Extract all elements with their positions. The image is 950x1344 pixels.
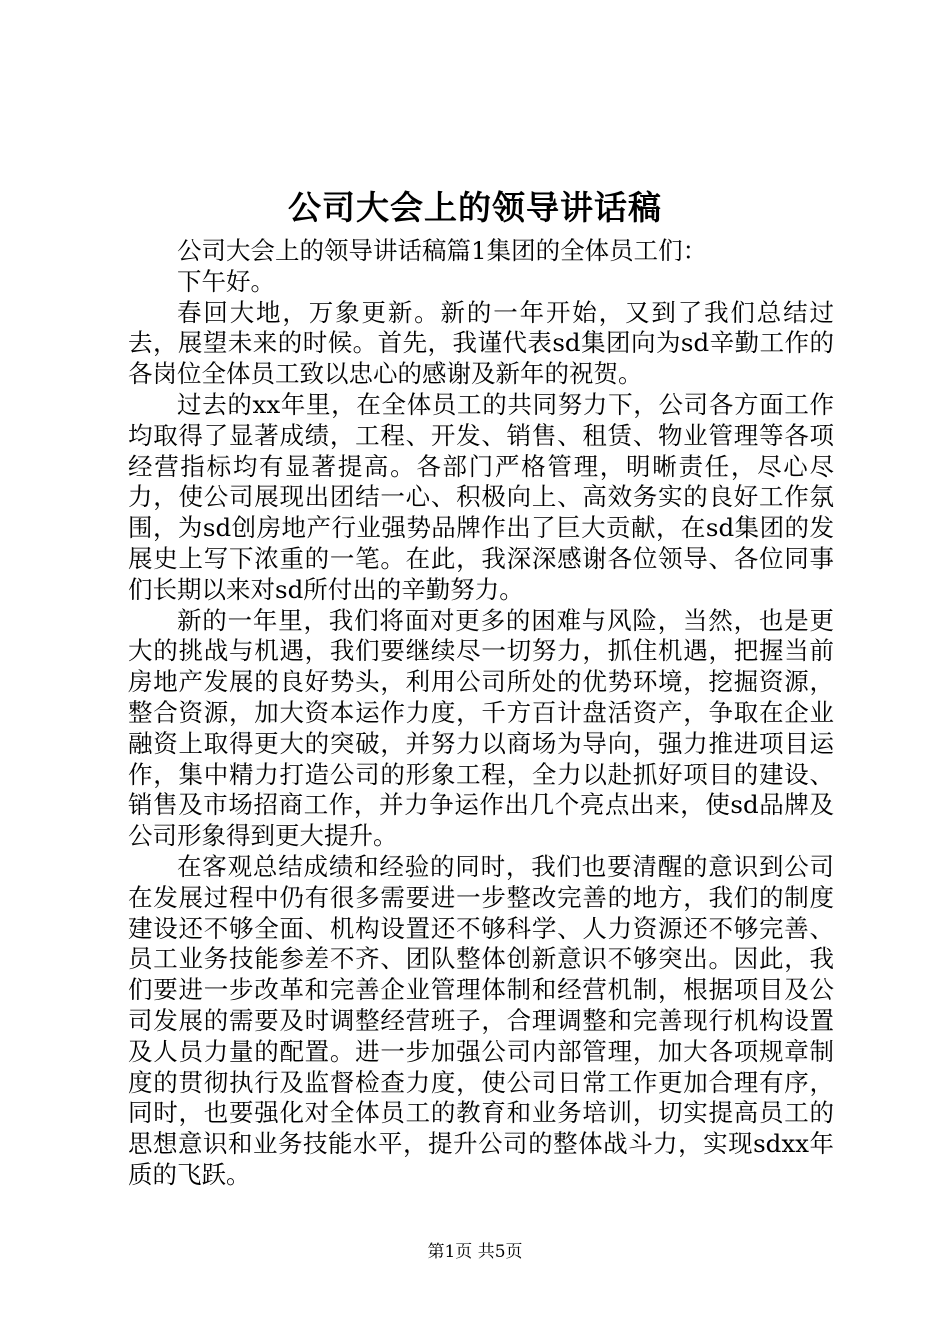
document-body bbox=[128, 236, 834, 1191]
paragraph-greeting-line: 公司大会上的领导讲话稿篇1集团的全体员工们： bbox=[177, 236, 708, 265]
page-number-footer: 第1页 共5页 bbox=[427, 1242, 523, 1262]
paragraph-new-year-thanks: 春回大地，万象更新。新的一年开始，又到了我们总结过去，展望未来的时候。首先，我谨代表sd集团向为sd辛勤工作的各岗位全体员工致以忠心的感谢及新年的祝贺。 bbox=[128, 297, 834, 389]
paragraph-new-year-goals: 新的一年里，我们将面对更多的困难与风险，当然，也是更大的挑战与机遇，我们要继续尽一切努力，抓住机遇，把握当前房地产发展的良好势头，利用公司所处的优势环境，挖掘资源，整合资源，加大资本运作力度，千方百计盘活资产，争取在企业融资上取得更大的突破，并努力以商场为导向，强力推进项目运作，集中精力打造公司的形象工程，全力以赴抓好项目的建设、销售及市场招商工作，并力争运作出几个亮点出来，使sd品牌及公司形象得到更大提升。 bbox=[128, 605, 834, 851]
paragraph-past-year-review: 过去的xx年里，在全体员工的共同努力下，公司各方面工作均取得了显著成绩，工程、开发、销售、租赁、物业管理等各项经营指标均有显著提高。各部门严格管理，明晰责任，尽心尽力，使公司展现出团结一心、积极向上、高效务实的良好工作氛围，为sd创房地产行业强势品牌作出了巨大贡献，在sd集团的发展史上写下浓重的一笔。在此，我深深感谢各位领导、各位同事们长期以来对sd所付出的辛勤努力。 bbox=[128, 389, 834, 604]
document-title: 公司大会上的领导讲话稿 bbox=[288, 188, 662, 227]
paragraph-good-afternoon: 下午好。 bbox=[177, 266, 275, 296]
paragraph-improvements: 在客观总结成绩和经验的同时，我们也要清醒的意识到公司在发展过程中仍有很多需要进一步整改完善的地方，我们的制度建设还不够全面、机构设置还不够科学、人力资源还不够完善、员工业务技能参差不齐、团队整体创新意识不够突出。因此，我们要进一步改革和完善企业管理体制和经营机制，根据项目及公司发展的需要及时调整经营班子，合理调整和完善现行机构设置及人员力量的配置。进一步加强公司内部管理，加大各项规章制度的贯彻执行及监督检查力度，使公司日常工作更加合理有序，同时，也要强化对全体员工的教育和业务培训，切实提高员工的思想意识和业务技能水平，提升公司的整体战斗力，实现sdxx年质的飞跃。 bbox=[128, 851, 834, 1189]
